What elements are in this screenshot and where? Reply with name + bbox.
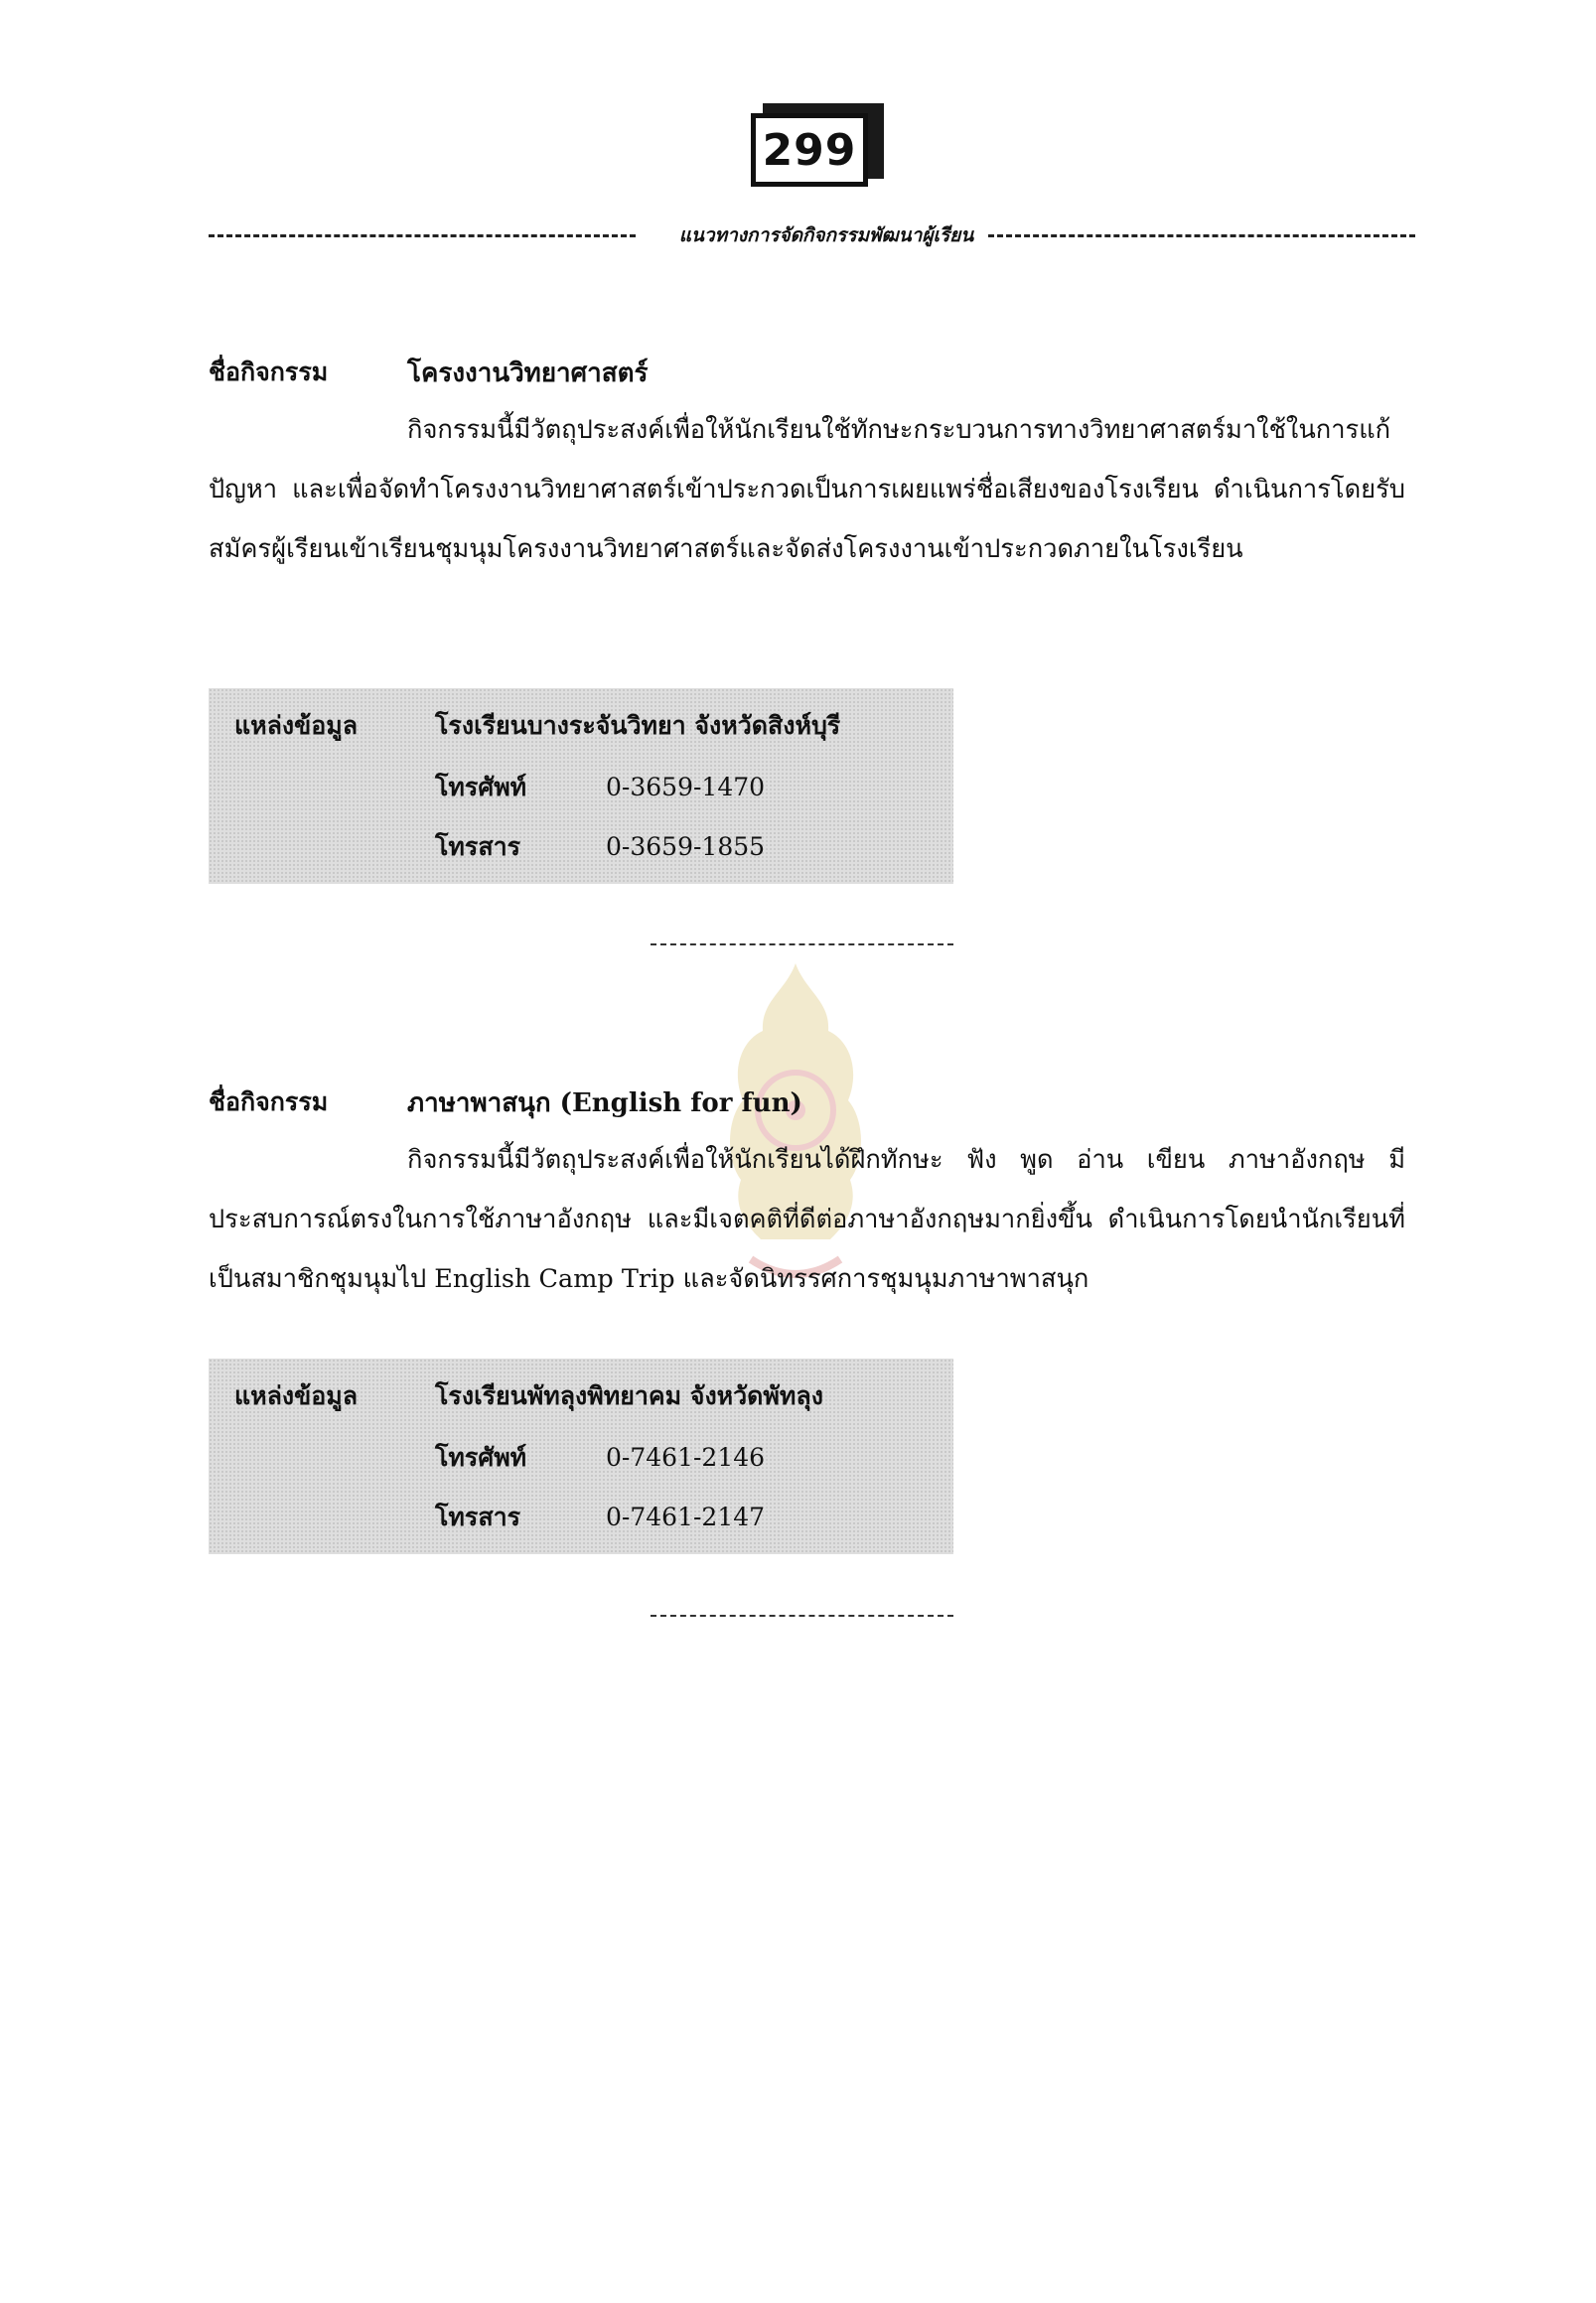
- activity-2: [209, 1082, 1405, 1309]
- running-header: [209, 220, 1415, 250]
- activity-title-row: [209, 353, 1405, 400]
- activity-description: กิจกรรมนี้มีวัตถุประสงค์เพื่อให้นักเรียนใช้ทักษะกระบวนการทางวิทยาศาสตร์มาใช้ในการแก้ปัญหา และเพื่อจัดทำโครงงานวิทยาศาสตร์เข้าประกวดเป็นการเผยแพร่ชื่อเสียงของโรงเรียน ดำเนินการโดยรับสมัครผู้เรียนเข้าเรียนชุมนุมโครงงานวิทยาศาสตร์และจัดส่งโครงงานเข้าประกวดภายในโรงเรียน: [209, 415, 1405, 564]
- phone-number: 0-3659-1470: [606, 773, 766, 801]
- phone-label: โทรศัพท์: [435, 1443, 527, 1472]
- activity-name: โครงงานวิทยาศาสตร์: [407, 359, 649, 388]
- fax-label: โทรสาร: [435, 1503, 521, 1531]
- source-phone-row: [435, 1438, 765, 1478]
- section-separator-2: [651, 1615, 953, 1617]
- phone-number: 0-7461-2146: [606, 1443, 766, 1472]
- activity-1: [209, 353, 1405, 579]
- header-rule-left: [209, 234, 636, 237]
- source-label: แหล่งข้อมูล: [234, 711, 359, 740]
- source-school: โรงเรียนพัทลุงพิทยาคม จังหวัดพัทลุง: [435, 1381, 823, 1410]
- source-phone-row: [435, 768, 765, 807]
- activity-name: ภาษาพาสนุก (English for fun): [407, 1088, 802, 1118]
- header-title: แนวทางการจัดกิจกรรมพัฒนาผู้เรียน: [678, 224, 974, 246]
- phone-label: โทรศัพท์: [435, 773, 527, 801]
- source-fax-row: [435, 827, 765, 867]
- activity-description: กิจกรรมนี้มีวัตถุประสงค์เพื่อให้นักเรียนได้ฝึกทักษะ ฟัง พูด อ่าน เขียน ภาษาอังกฤษ มีประสบการณ์ตรงในการใช้ภาษาอังกฤษ และมีเจตคติที่ดีต่อภาษาอังกฤษมากยิ่งขึ้น ดำเนินการโดยนำนักเรียนที่เป็นสมาชิกชุมนุมไป English Camp Trip และจัดนิทรรศการชุมนุมภาษาพาสนุก: [209, 1145, 1405, 1294]
- fax-label: โทรสาร: [435, 832, 521, 861]
- source-fax-row: [435, 1498, 765, 1537]
- page-number-badge: [751, 103, 884, 189]
- source-box-1: [209, 688, 953, 884]
- activity-label: ชื่อกิจกรรม: [209, 358, 329, 386]
- section-separator-1: [651, 943, 953, 945]
- page-number: 299: [751, 113, 868, 187]
- fax-number: 0-3659-1855: [606, 832, 766, 861]
- source-label: แหล่งข้อมูล: [234, 1381, 359, 1410]
- fax-number: 0-7461-2147: [606, 1503, 766, 1531]
- source-box-2: [209, 1359, 953, 1554]
- source-school: โรงเรียนบางระจันวิทยา จังหวัดสิงห์บุรี: [435, 711, 841, 740]
- activity-label: ชื่อกิจกรรม: [209, 1087, 329, 1116]
- activity-title-row: [209, 1082, 1405, 1130]
- header-rule-right: [988, 234, 1415, 237]
